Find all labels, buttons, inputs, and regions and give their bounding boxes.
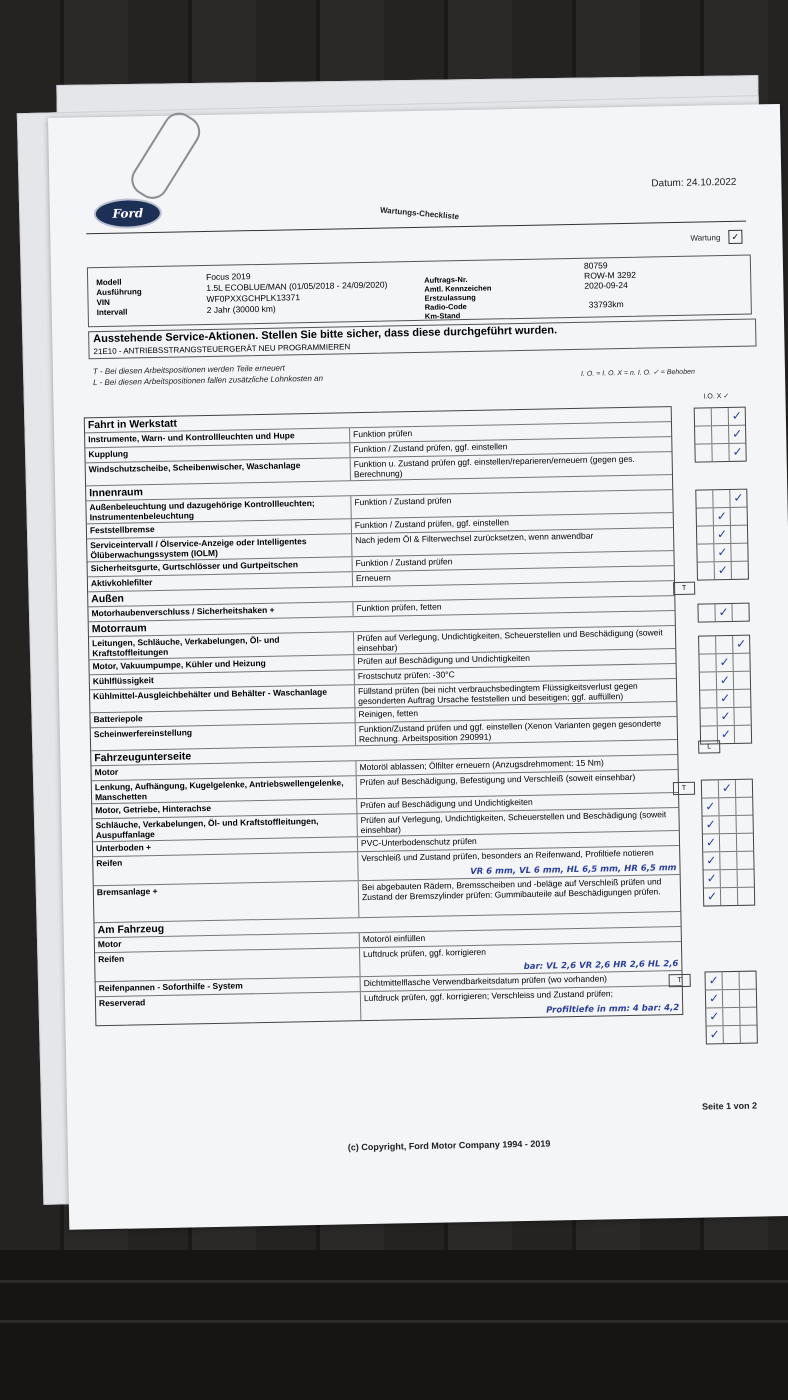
status-cell[interactable] <box>734 708 750 725</box>
checklist-task: Erneuern <box>355 572 391 584</box>
status-cell[interactable] <box>740 972 756 989</box>
checklist-task: Prüfen auf Beschädigung, Befestigung und Verschleiß (soweit einsehbar) <box>359 771 636 788</box>
checklist-item: Kühlflüssigkeit <box>90 670 355 689</box>
status-cell[interactable] <box>697 526 714 543</box>
checklist-task: Luftdruck prüfen, ggf. korrigieren bar: VL 2,6 VR 2,6 HR 2,6 HL 2,6 <box>360 942 681 976</box>
date-label: Datum: <box>651 177 684 190</box>
status-cell[interactable] <box>700 690 717 707</box>
ford-logo <box>94 198 163 229</box>
status-cell[interactable]: ✓ <box>703 816 720 833</box>
l-marker-box: L <box>698 740 720 753</box>
status-cell[interactable]: ✓ <box>704 888 721 905</box>
checklist-item: Motor <box>95 933 360 952</box>
status-cell[interactable]: ✓ <box>714 544 731 561</box>
status-cell[interactable] <box>702 780 719 797</box>
t-marker-box: T <box>673 582 695 595</box>
value-ausfuehrung: 1.5L ECOBLUE/MAN (01/05/2018 - 24/09/2020) <box>206 279 388 293</box>
status-cell[interactable] <box>697 544 714 561</box>
tread-value: VR 6 mm, VL 6 mm, HL 6,5 mm, HR 6,5 mm <box>470 863 677 878</box>
status-cell[interactable]: ✓ <box>714 508 731 525</box>
status-cell[interactable] <box>738 888 754 905</box>
status-cell[interactable] <box>723 990 740 1007</box>
status-cell[interactable] <box>738 870 754 887</box>
checklist-item: Sicherheitsgurte, Gurtschlösser und Gurtpeitschen <box>88 557 353 576</box>
status-cell[interactable]: ✓ <box>703 834 720 851</box>
checklist-task: Funktion prüfen <box>353 428 413 440</box>
pressure-value: bar: VL 2,6 VR 2,6 HR 2,6 HL 2,6 <box>523 959 679 973</box>
page-number: Seite 1 von 2 <box>702 1100 758 1112</box>
checklist-task: Funktion / Zustand prüfen <box>355 556 453 569</box>
status-cell[interactable] <box>695 426 712 443</box>
status-cell[interactable] <box>731 526 747 543</box>
status-cell[interactable] <box>700 672 717 689</box>
status-grid <box>705 971 758 1045</box>
checklist-task: Reinigen, fetten <box>358 708 419 720</box>
status-column-head: I.O. X ✓ <box>703 392 730 401</box>
status-cell[interactable] <box>740 1008 756 1025</box>
status-cell[interactable] <box>736 780 752 797</box>
status-legend: I. O. = I. O. X = n. I. O. ✓ = Behoben <box>580 368 695 378</box>
label-radio-code: Radio-Code <box>424 301 467 312</box>
checklist-task: Bei abgebauten Rädern, Bremsscheiben und -beläge auf Verschleiß prüfen und Zustand der Bremszylinder prüfen: Gummibauteile auf Beschädigungen prüfen. <box>361 876 662 903</box>
checklist-task: Frostschutz prüfen: -30°C <box>357 669 455 682</box>
status-cell[interactable] <box>734 672 750 689</box>
checklist-item: Serviceintervall / Ölservice-Anzeige oder Intelligentes Ölüberwachungssystem (IOLM) <box>87 534 352 561</box>
status-cell[interactable]: ✓ <box>717 672 734 689</box>
checklist-task: Dichtmittelflasche Verwendbarkeitsdatum prüfen (wo vorhanden) <box>363 973 608 989</box>
checklist-task: Verschleiß und Zustand prüfen, besonders an Reifenwand, Profiltiefe notieren VR 6 mm, VL 6 mm, HL 6,5 mm, HR 6,5 mm <box>358 846 679 880</box>
status-cell[interactable]: ✓ <box>718 726 735 743</box>
status-cell[interactable]: ✓ <box>732 444 743 459</box>
label-auftrag: Auftrags-Nr. <box>424 274 468 285</box>
checklist-task: Prüfen auf Beschädigung und Undichtigkeiten <box>360 796 533 811</box>
value-km-stand: 33793km <box>588 298 624 310</box>
section-title: Fahrzeugunterseite <box>91 740 677 766</box>
checklist-item: Außenbeleuchtung und dazugehörige Kontrollleuchten; Instrumentenbeleuchtung <box>86 496 351 523</box>
service-action-item: 21E10 - ANTRIEBSSTRANGSTEUERGERÄT NEU PROGRAMMIEREN <box>93 342 351 357</box>
status-cell[interactable] <box>721 870 738 887</box>
status-cell[interactable]: ✓ <box>717 708 734 725</box>
status-cell[interactable] <box>712 444 729 461</box>
seat-floor <box>0 1250 788 1400</box>
status-grid <box>701 779 755 907</box>
checklist-item: Reifenpannen - Soforthilfe - System <box>96 977 361 996</box>
status-cell[interactable] <box>716 636 733 653</box>
status-cell[interactable] <box>720 852 737 869</box>
status-cell[interactable] <box>695 444 712 461</box>
title-rule <box>86 221 746 235</box>
status-cell[interactable]: ✓ <box>733 490 744 505</box>
spare-value: Profiltiefe in mm: 4 bar: 4,2 <box>546 1003 680 1016</box>
t-note: T - Bei diesen Arbeitspositionen werden Teile erneuert <box>92 363 285 377</box>
checklist-item: Windschutzscheibe, Scheibenwischer, Waschanlage <box>86 458 351 485</box>
t-marker-box: T <box>669 974 691 987</box>
value-auftrag: 80759 <box>583 260 608 271</box>
section-title: Außen <box>88 581 674 607</box>
checklist-item: Aktivkohlefilter <box>88 572 353 591</box>
paper-clip <box>125 107 206 205</box>
checklist-task: Funktion / Zustand prüfen <box>354 495 452 508</box>
status-cell[interactable] <box>712 408 729 425</box>
status-cell[interactable]: ✓ <box>706 990 723 1007</box>
wartung-label: Wartung <box>690 233 721 243</box>
status-cell[interactable] <box>735 726 751 743</box>
checklist-task: Prüfen auf Verlegung, Undichtigkeiten, Scheuerstellen und Beschädigung (soweit einsehbar) <box>360 809 667 836</box>
status-cell[interactable] <box>733 654 749 671</box>
status-cell[interactable]: ✓ <box>714 526 731 543</box>
checklist-sheet <box>48 104 788 1230</box>
status-cell[interactable] <box>698 604 715 621</box>
status-cell[interactable] <box>700 708 717 725</box>
checklist-item: Scheinwerfereinstellung <box>91 723 356 750</box>
status-grid <box>698 635 752 745</box>
status-grid <box>697 603 749 623</box>
value-erstzulassung: 2020-09-24 <box>584 279 628 291</box>
status-grid <box>694 407 747 463</box>
checklist-item: Lenkung, Aufhängung, Kugelgelenke, Antriebswellengelenke, Manschetten <box>92 776 357 803</box>
status-cell[interactable]: ✓ <box>702 798 719 815</box>
date <box>651 177 736 190</box>
checklist-item: Reifen <box>95 948 360 981</box>
value-intervall: 2 Jahr (30000 km) <box>206 303 276 315</box>
label-vin: VIN <box>96 297 110 308</box>
status-cell[interactable]: ✓ <box>715 604 732 621</box>
checklist-task: Prüfen auf Verlegung, Undichtigkeiten, Scheuerstellen und Beschädigung (soweit einsehbar) <box>356 627 663 654</box>
checklist-item: Feststellbremse <box>87 519 352 538</box>
value-kennzeichen: ROW-M 3292 <box>584 269 637 281</box>
status-cell[interactable] <box>699 654 716 671</box>
status-cell[interactable] <box>697 508 714 525</box>
checklist-task: Funktion / Zustand prüfen, ggf. einstellen <box>353 441 508 455</box>
checklist-item: Bremsanlage + <box>94 881 360 922</box>
status-cell[interactable] <box>723 972 740 989</box>
status-cell[interactable] <box>723 1008 740 1025</box>
checklist-table <box>84 406 684 1026</box>
status-cell[interactable]: ✓ <box>704 870 721 887</box>
ford-logo-text: Ford <box>112 206 144 221</box>
checklist-task: Funktion u. Zustand prüfen ggf. einstellen/reparieren/erneuern (gegen ges. Berechnung) <box>353 453 635 480</box>
status-cell[interactable]: ✓ <box>707 1026 724 1043</box>
label-km-stand: Km-Stand <box>424 311 461 321</box>
vehicle-info-box <box>87 255 752 328</box>
checklist-task: Funktion prüfen, fetten <box>356 601 442 614</box>
status-cell[interactable] <box>712 426 729 443</box>
checklist-item: Instrumente, Warn- und Kontrollleuchten und Hupe <box>85 428 350 447</box>
status-cell[interactable]: ✓ <box>706 1008 723 1025</box>
label-intervall: Intervall <box>96 307 128 318</box>
page-title: Wartungs-Checkliste <box>379 205 460 222</box>
status-cell[interactable]: ✓ <box>703 852 720 869</box>
label-kennzeichen: Amtl. Kennzeichen <box>424 283 492 294</box>
status-cell[interactable]: ✓ <box>717 690 734 707</box>
section-title: Innenraum <box>86 475 672 501</box>
label-ausfuehrung: Ausführung <box>96 287 142 298</box>
checklist-task: Nach jedem Öl & Filterwechsel zurücksetzen, wenn anwendbar <box>355 530 594 546</box>
status-cell[interactable] <box>732 604 748 621</box>
status-cell[interactable] <box>720 816 737 833</box>
checklist-task: Funktion/Zustand prüfen und ggf. einstellen (Xenon Varianten gegen gesonderte Rechnung. Arbeitsposition 290991) <box>358 718 662 745</box>
checklist-task: Motoröl einfüllen <box>362 932 426 945</box>
section-title: Motorraum <box>89 611 675 637</box>
checklist-task: Motoröl ablassen; Ölfilter erneuern (Anzugsdrehmoment: 15 Nm) <box>359 757 604 773</box>
section-title: Fahrt in Werkstatt <box>85 407 671 433</box>
status-cell[interactable] <box>737 852 753 869</box>
status-cell[interactable] <box>734 690 750 707</box>
checklist-item: Motor, Vakuumpumpe, Kühler und Heizung <box>89 655 354 674</box>
label-modell: Modell <box>96 277 122 288</box>
checklist-task: Funktion / Zustand prüfen, ggf. einstellen <box>354 517 509 531</box>
checklist-item: Reserverad <box>96 992 361 1025</box>
status-cell[interactable] <box>737 834 753 851</box>
status-cell[interactable] <box>731 544 747 561</box>
status-cell[interactable] <box>731 508 747 525</box>
value-modell: Focus 2019 <box>205 271 251 282</box>
status-cell[interactable]: ✓ <box>736 636 747 651</box>
status-cell[interactable] <box>741 1026 757 1043</box>
status-cell[interactable] <box>695 408 712 425</box>
status-cell[interactable] <box>698 562 715 579</box>
label-erstzulassung: Erstzulassung <box>424 292 476 303</box>
status-cell[interactable] <box>713 490 730 507</box>
checklist-task: PVC-Unterbodenschutz prüfen <box>360 835 477 849</box>
status-cell[interactable] <box>732 562 748 579</box>
status-cell[interactable]: ✓ <box>719 780 736 797</box>
checklist-item: Motorhaubenverschluss / Sicherheitshaken + <box>88 602 353 621</box>
checklist-item: Reifen <box>93 852 358 885</box>
checklist-item: Motor <box>91 761 356 780</box>
checklist-task: Füllstand prüfen (bei nicht verbrauchsbedingtem Flüssigkeitsverlust gegen gesonderten Auftrag Ursache feststellen und beseitigen; ggf. auffüllen) <box>357 680 638 707</box>
status-cell[interactable] <box>696 490 713 507</box>
status-cell[interactable] <box>740 990 756 1007</box>
service-actions-heading: Ausstehende Service-Aktionen. Stellen Sie bitte sicher, dass diese durchgeführt wurden. <box>93 324 558 346</box>
checklist-item: Kühlmittel-Ausgleichbehälter und Behälter - Waschanlage <box>90 685 355 712</box>
status-cell[interactable]: ✓ <box>731 408 743 423</box>
l-note: L - Bei diesen Arbeitspositionen fallen zusätzliche Lohnkosten an <box>93 373 324 388</box>
section-title: Am Fahrzeug <box>94 912 680 938</box>
status-cell[interactable] <box>719 798 736 815</box>
status-cell[interactable]: ✓ <box>715 562 732 579</box>
checklist-item: Unterboden + <box>93 837 358 856</box>
wartung-checkbox: ✓ <box>728 230 742 244</box>
status-cell[interactable] <box>736 798 752 815</box>
status-cell[interactable] <box>737 816 753 833</box>
status-cell[interactable]: ✓ <box>706 972 723 989</box>
status-cell[interactable] <box>724 1026 741 1043</box>
status-cell[interactable] <box>699 636 716 653</box>
status-grid <box>695 489 749 581</box>
checklist-item: Batteriepole <box>90 708 355 727</box>
checklist-task: Luftdruck prüfen, ggf. korrigieren; Verschleiss und Zustand prüfen; Profiltiefe in mm: 4 bar: 4,2 <box>361 986 682 1020</box>
status-cell[interactable] <box>720 834 737 851</box>
checklist-item: Schläuche, Verkabelungen, Öl- und Kraftstoffleitungen, Auspuffanlage <box>92 814 357 841</box>
checklist-item: Motor, Getriebe, Hinterachse <box>92 799 357 818</box>
status-cell[interactable]: ✓ <box>716 654 733 671</box>
checklist-item: Kupplung <box>85 443 350 462</box>
value-vin: WF0PXXGCHPLK13371 <box>206 292 301 304</box>
checklist-task: Prüfen auf Beschädigung und Undichtigkeiten <box>357 652 531 667</box>
date-value: 24.10.2022 <box>686 176 737 189</box>
checklist-item: Leitungen, Schläuche, Verkabelungen, Öl- und Kraftstoffleitungen <box>89 632 354 659</box>
t-marker-box: T <box>673 782 695 795</box>
status-cell[interactable] <box>721 888 738 905</box>
status-cell[interactable]: ✓ <box>732 426 743 441</box>
copyright: (c) Copyright, Ford Motor Company 1994 - 2019 <box>347 1138 551 1153</box>
